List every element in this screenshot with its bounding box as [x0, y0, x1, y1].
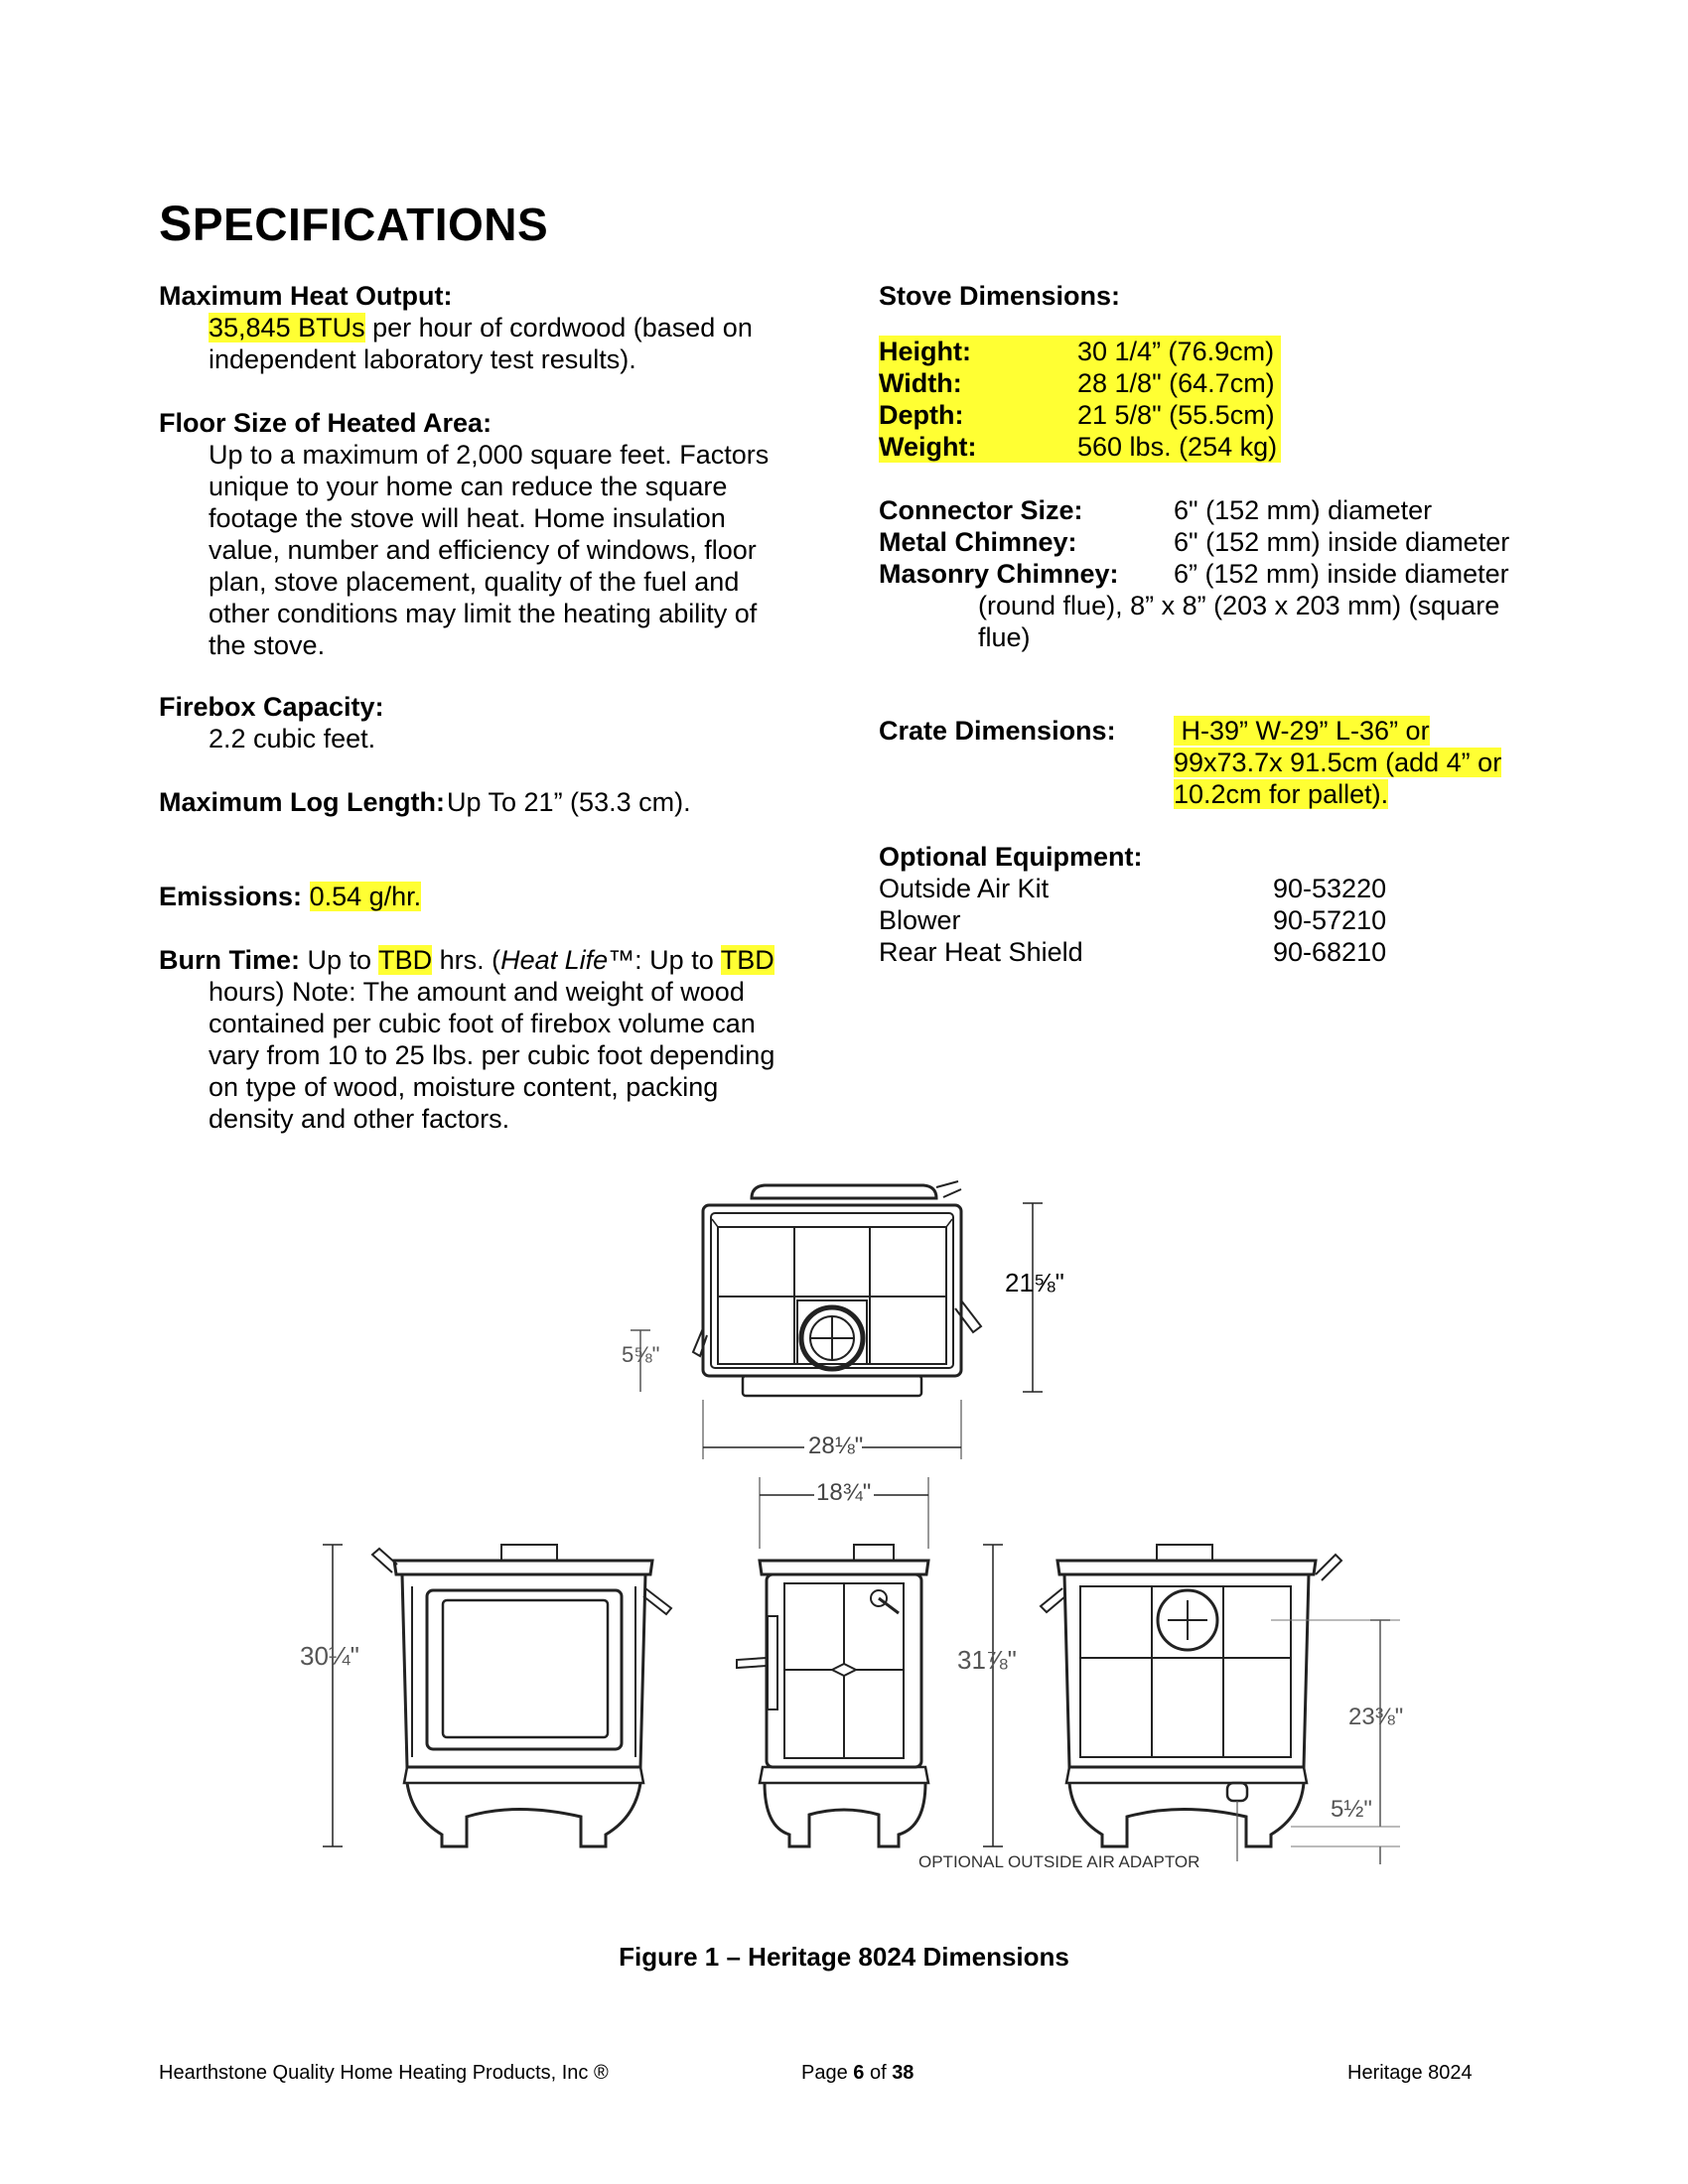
- dimension-key: Depth:: [879, 400, 964, 430]
- burn-time-line: on type of wood, moisture content, packing: [209, 1072, 719, 1102]
- btu-highlight: 35,845 BTUs: [209, 313, 365, 342]
- max-log-value: Up To 21” (53.3 cm).: [446, 787, 691, 817]
- burn-time-line: contained per cubic foot of firebox volume can: [209, 1009, 756, 1038]
- equipment-code: 90-68210: [1273, 937, 1387, 967]
- top-view: [631, 1181, 1043, 1459]
- crate-line: 10.2cm for pallet).: [1174, 779, 1389, 809]
- burn-time-label: Burn Time:: [159, 945, 301, 975]
- crate-line: 99x73.7x 91.5cm (add 4” or: [1174, 748, 1502, 777]
- page-mid: of: [864, 2062, 893, 2084]
- floor-size-line: Up to a maximum of 2,000 square feet. Factors: [209, 440, 770, 470]
- max-heat-output-label: Maximum Heat Output:: [159, 281, 453, 311]
- emissions-value: 0.54 g/hr.: [309, 882, 422, 911]
- dim-rear-outlet-label: 23⅜": [1348, 1704, 1404, 1730]
- dim-flue-offset-label: 5⅝": [622, 1342, 660, 1367]
- heat-life-text: Heat Life™: [500, 945, 635, 975]
- dim-side-width-label: 18¾": [816, 1479, 872, 1506]
- equipment-name: Blower: [879, 905, 961, 935]
- equipment-name: Rear Heat Shield: [879, 937, 1083, 967]
- page-total: 38: [892, 2062, 914, 2084]
- dimension-value: 30 1/4” (76.9cm): [1077, 337, 1275, 366]
- dimension-key: Width:: [879, 368, 962, 398]
- crate-label: Crate Dimensions:: [879, 716, 1116, 746]
- floor-size-label: Floor Size of Heated Area:: [159, 408, 492, 438]
- masonry-chimney-value: 6” (152 mm) inside diameter: [1174, 559, 1509, 589]
- burn-time-line: hours) Note: The amount and weight of wood: [209, 977, 745, 1007]
- firebox-value: 2.2 cubic feet.: [209, 724, 376, 753]
- burn-time-line: vary from 10 to 25 lbs. per cubic foot depending: [209, 1040, 775, 1070]
- metal-chimney-key: Metal Chimney:: [879, 527, 1077, 557]
- dimension-value: 21 5/8" (55.5cm): [1077, 400, 1275, 430]
- floor-size-line: unique to your home can reduce the square: [209, 472, 728, 501]
- figure-caption: Figure 1 – Heritage 8024 Dimensions: [619, 1942, 1069, 1972]
- page-prefix: Page: [801, 2062, 854, 2084]
- tbd-highlight: TBD: [720, 945, 774, 975]
- max-heat-text-2: independent laboratory test results).: [209, 344, 636, 374]
- equipment-code: 90-53220: [1273, 874, 1387, 903]
- floor-size-line: plan, stove placement, quality of the fuel and: [209, 567, 740, 597]
- footer-page-number: [801, 2062, 914, 2085]
- footer-model: Heritage 8024: [1347, 2062, 1473, 2084]
- dim-width-label: 28⅛": [808, 1433, 864, 1459]
- burn-text: Up to: [300, 945, 379, 975]
- dimension-key: Height:: [879, 337, 971, 366]
- footer-company: Hearthstone Quality Home Heating Products, Inc ®: [159, 2062, 609, 2084]
- stove-dimensions-label: Stove Dimensions:: [879, 281, 1121, 311]
- floor-size-line: value, number and efficiency of windows, floor: [209, 535, 757, 565]
- firebox-label: Firebox Capacity:: [159, 692, 384, 722]
- max-log-label: Maximum Log Length:: [159, 787, 445, 817]
- front-view: [323, 1545, 671, 1846]
- dimension-value: 560 lbs. (254 kg): [1077, 432, 1278, 462]
- masonry-chimney-cont: flue): [978, 622, 1031, 652]
- floor-size-line: the stove.: [209, 630, 326, 660]
- equipment-code: 90-57210: [1273, 905, 1387, 935]
- floor-size-line: footage the stove will heat. Home insulation: [209, 503, 726, 533]
- connector-key: Connector Size:: [879, 495, 1083, 525]
- equipment-name: Outside Air Kit: [879, 874, 1050, 903]
- crate-line: H-39” W-29” L-36” or: [1174, 716, 1430, 746]
- optional-equipment-label: Optional Equipment:: [879, 842, 1143, 872]
- dim-side-height-label: 31⅞": [957, 1645, 1017, 1675]
- adaptor-label: OPTIONAL OUTSIDE AIR ADAPTOR: [918, 1852, 1200, 1871]
- masonry-chimney-cont: (round flue), 8” x 8” (203 x 203 mm) (square: [978, 591, 1500, 620]
- burn-text: hrs. (: [432, 945, 501, 975]
- dim-rear-bottom-label: 5½": [1331, 1796, 1372, 1823]
- burn-time-line: density and other factors.: [209, 1104, 510, 1134]
- connector-value: 6" (152 mm) diameter: [1174, 495, 1433, 525]
- page-num: 6: [853, 2062, 865, 2084]
- tbd-highlight: TBD: [378, 945, 433, 975]
- page-title: SPECIFICATIONS: [159, 196, 549, 251]
- dimension-key: Weight:: [879, 432, 977, 462]
- dim-height-label: 30¼": [300, 1641, 359, 1671]
- masonry-chimney-key: Masonry Chimney:: [879, 559, 1119, 589]
- max-heat-text: per hour of cordwood (based on: [364, 313, 753, 342]
- floor-size-line: other conditions may limit the heating ability of: [209, 599, 758, 628]
- metal-chimney-value: 6" (152 mm) inside diameter: [1174, 527, 1510, 557]
- dim-depth-label: 21⅝": [1005, 1268, 1064, 1297]
- dimension-value: 28 1/8" (64.7cm): [1077, 368, 1275, 398]
- emissions-label: Emissions:: [159, 882, 303, 911]
- burn-text: : Up to: [634, 945, 721, 975]
